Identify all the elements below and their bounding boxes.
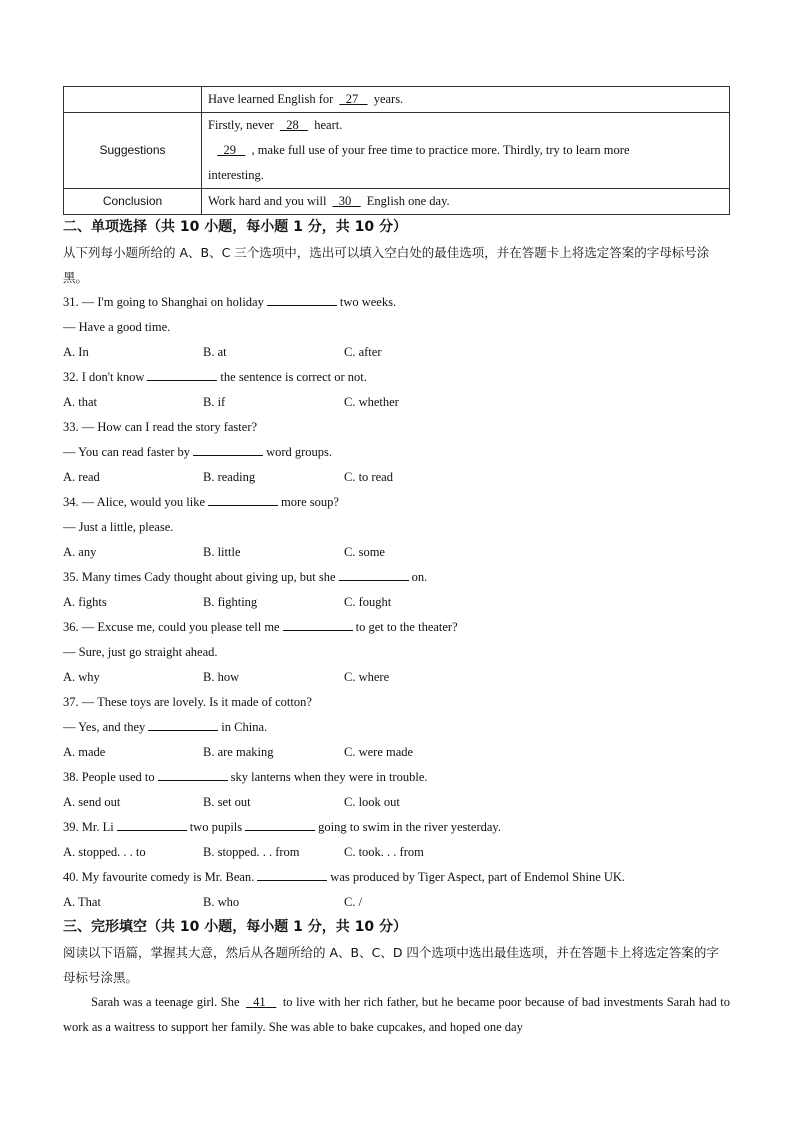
question-text: word groups. <box>266 445 333 459</box>
question-line <box>63 290 730 315</box>
question-line <box>63 765 730 790</box>
question-text: sky lanterns when they were in trouble. <box>230 770 428 784</box>
option-row <box>63 840 730 865</box>
question-text: two weeks. <box>339 295 397 309</box>
table-row <box>64 189 730 215</box>
question-text: 37. — These toys are lovely. Is it made of cotton? <box>63 695 312 709</box>
option-row <box>63 665 730 690</box>
cell-text: interesting. <box>208 168 264 182</box>
cell-text: years. <box>373 92 404 106</box>
option-c[interactable]: C. were made <box>344 745 414 759</box>
option-c[interactable]: C. / <box>344 895 363 909</box>
answer-blank <box>193 444 263 456</box>
summary-table <box>63 86 730 215</box>
question-line <box>63 690 730 715</box>
option-row <box>63 390 730 415</box>
question-text: 40. My favourite comedy is Mr. Bean. <box>63 870 255 884</box>
option-b[interactable]: B. stopped. . . from <box>203 845 300 859</box>
table-label-suggestions: Suggestions <box>64 113 202 189</box>
question-list <box>63 290 730 915</box>
question-text: was produced by Tiger Aspect, part of Endemol Shine UK. <box>330 870 626 884</box>
question-item <box>63 565 730 615</box>
option-row <box>63 465 730 490</box>
option-a[interactable]: A. That <box>63 895 101 909</box>
question-item <box>63 415 730 490</box>
question-text: 31. — I'm going to Shanghai on holiday <box>63 295 264 309</box>
answer-blank <box>117 819 187 831</box>
answer-blank <box>283 619 353 631</box>
option-a[interactable]: A. stopped. . . to <box>63 845 146 859</box>
section-heading: 二、单项选择（共 10 小题，每小题 1 分，共 10 分） <box>63 219 407 235</box>
question-item <box>63 815 730 865</box>
blank-28: 28 <box>286 118 299 132</box>
option-a[interactable]: A. fights <box>63 595 107 609</box>
option-b[interactable]: B. set out <box>203 795 251 809</box>
blank-29: 29 <box>223 143 236 157</box>
blank-27: 27 <box>345 92 359 106</box>
option-c[interactable]: C. whether <box>344 395 399 409</box>
question-line <box>63 440 730 465</box>
option-c[interactable]: C. to read <box>344 470 393 484</box>
option-a[interactable]: A. read <box>63 470 100 484</box>
question-text: — Yes, and they <box>63 720 146 734</box>
question-text: to get to the theater? <box>355 620 458 634</box>
option-a[interactable]: A. why <box>63 670 100 684</box>
question-line <box>63 565 730 590</box>
question-item <box>63 865 730 915</box>
option-c[interactable]: C. some <box>344 545 385 559</box>
question-line <box>63 365 730 390</box>
option-c[interactable]: C. took. . . from <box>344 845 424 859</box>
answer-blank <box>148 719 218 731</box>
question-text: on. <box>411 570 428 584</box>
cloze-passage: Sarah was a teenage girl. She 41 to live with her rich father, but he became poor because of bad investments Sarah had to work as a waitress to support her family. She was able to bake cupcakes, and hoped one day <box>63 995 731 1034</box>
question-text: 35. Many times Cady thought about giving up, but she <box>63 570 336 584</box>
question-item <box>63 615 730 690</box>
question-text: — You can read faster by <box>63 445 191 459</box>
table-cell <box>202 113 730 189</box>
question-text: 39. Mr. Li <box>63 820 114 834</box>
option-c[interactable]: C. after <box>344 345 382 359</box>
option-c[interactable]: C. fought <box>344 595 392 609</box>
question-text: 34. — Alice, would you like <box>63 495 205 509</box>
answer-blank <box>158 769 228 781</box>
option-row <box>63 890 730 915</box>
option-row <box>63 790 730 815</box>
answer-blank <box>339 569 409 581</box>
blank-30: 30 <box>338 194 352 208</box>
question-line <box>63 415 730 440</box>
cell-text: , make full use of your free time to practice more. Thirdly, try to learn more <box>251 143 630 157</box>
option-b[interactable]: B. if <box>203 395 226 409</box>
table-row <box>64 113 730 189</box>
question-text: the sentence is correct or not. <box>220 370 367 384</box>
question-text: going to swim in the river yesterday. <box>318 820 501 834</box>
question-line: — Just a little, please. <box>63 520 174 534</box>
question-item <box>63 290 730 365</box>
question-text: 32. I don't know <box>63 370 145 384</box>
option-b[interactable]: B. at <box>203 345 227 359</box>
section-instructions: 阅读以下语篇，掌握其大意，然后从各题所给的 A、B、C、D 四个选项中选出最佳选项，并在答题卡上将选定答案的字母标号涂黑。 <box>63 945 719 985</box>
question-text: 33. — How can I read the story faster? <box>63 420 258 434</box>
question-line: — Have a good time. <box>63 320 171 334</box>
section-heading: 三、完形填空（共 10 小题，每小题 1 分，共 10 分） <box>63 919 407 935</box>
blank-41: 41 <box>253 995 266 1009</box>
option-row <box>63 740 730 765</box>
cell-text: Firstly, never <box>208 118 274 132</box>
table-label-empty <box>64 87 202 113</box>
question-item <box>63 690 730 765</box>
question-line <box>63 815 730 840</box>
answer-blank <box>147 369 217 381</box>
option-row <box>63 340 730 365</box>
option-a[interactable]: A. any <box>63 545 97 559</box>
cell-text: English one day. <box>366 194 450 208</box>
answer-blank <box>208 494 278 506</box>
option-row <box>63 590 730 615</box>
answer-blank <box>257 869 327 881</box>
table-cell <box>202 87 730 113</box>
question-text: more soup? <box>281 495 339 509</box>
option-b[interactable]: B. little <box>203 545 241 559</box>
option-a[interactable]: A. send out <box>63 795 121 809</box>
question-item <box>63 765 730 815</box>
question-text: 38. People used to <box>63 770 155 784</box>
question-text: 36. — Excuse me, could you please tell me <box>63 620 280 634</box>
answer-blank <box>245 819 315 831</box>
question-line <box>63 490 730 515</box>
option-b[interactable]: B. are making <box>203 745 274 759</box>
exam-page <box>63 86 730 1040</box>
question-item <box>63 490 730 565</box>
cell-text: Have learned English for <box>208 92 334 106</box>
question-line <box>63 865 730 890</box>
option-b[interactable]: B. fighting <box>203 595 258 609</box>
cell-text: Work hard and you will <box>208 194 327 208</box>
question-text: two pupils <box>189 820 243 834</box>
option-b[interactable]: B. who <box>203 895 240 909</box>
question-item <box>63 365 730 415</box>
option-a[interactable]: A. made <box>63 745 106 759</box>
table-label-conclusion: Conclusion <box>64 189 202 215</box>
option-c[interactable]: C. where <box>344 670 390 684</box>
cell-text: heart. <box>314 118 343 132</box>
option-b[interactable]: B. how <box>203 670 240 684</box>
question-line <box>63 715 730 740</box>
option-a[interactable]: A. that <box>63 395 98 409</box>
option-c[interactable]: C. look out <box>344 795 400 809</box>
question-line: — Sure, just go straight ahead. <box>63 645 218 659</box>
table-row <box>64 87 730 113</box>
question-line <box>63 615 730 640</box>
option-b[interactable]: B. reading <box>203 470 256 484</box>
option-row <box>63 540 730 565</box>
section-instructions: 从下列每小题所给的 A、B、C 三个选项中，选出可以填入空白处的最佳选项，并在答题卡上将选定答案的字母标号涂黑。 <box>63 245 710 285</box>
question-text: in China. <box>221 720 268 734</box>
table-cell <box>202 189 730 215</box>
answer-blank <box>267 294 337 306</box>
option-a[interactable]: A. In <box>63 345 89 359</box>
